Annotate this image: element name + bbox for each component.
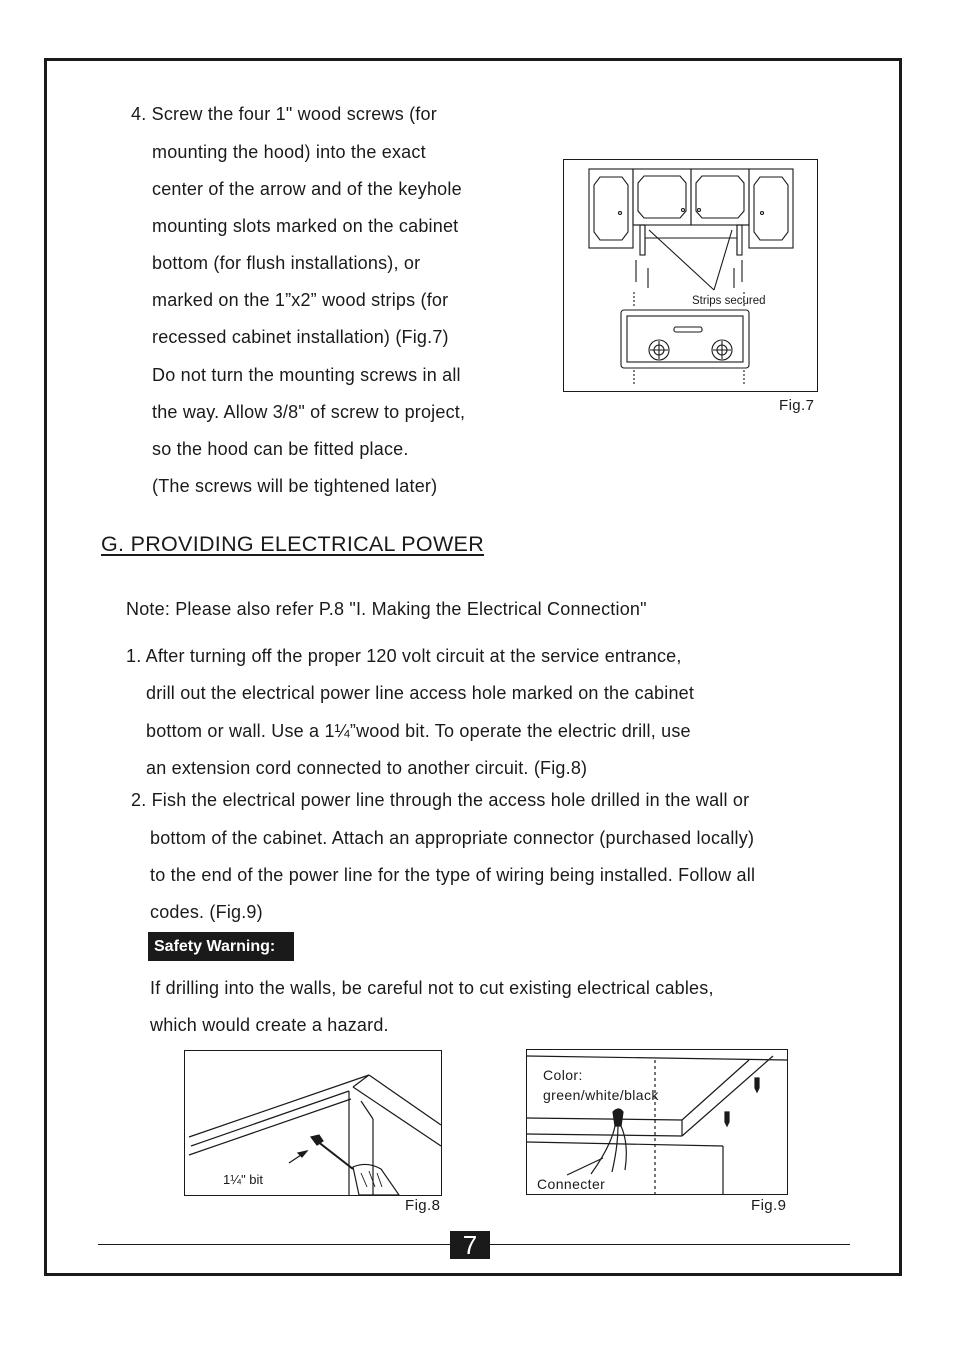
fig7-caption: Fig.7 bbox=[779, 397, 815, 414]
step1-line: bottom or wall. Use a 1¼”wood bit. To operate the electric drill, use bbox=[146, 721, 691, 741]
fig8-label: 1¼" bit bbox=[223, 1172, 264, 1187]
step4-line: mounting the hood) into the exact bbox=[152, 142, 426, 162]
step4-line: (The screws will be tightened later) bbox=[152, 476, 438, 496]
step1-line: drill out the electrical power line access hole marked on the cabinet bbox=[146, 683, 695, 703]
step4-line: recessed cabinet installation) (Fig.7) bbox=[152, 327, 449, 347]
page-number: 7 bbox=[450, 1231, 490, 1259]
step4-line: Do not turn the mounting screws in all bbox=[152, 365, 461, 385]
note-text: Note: Please also refer P.8 "I. Making the Electrical Connection" bbox=[126, 599, 647, 619]
cabinet-hood-drawing bbox=[564, 160, 817, 391]
step4-line: bottom (for flush installations), or bbox=[152, 253, 421, 273]
fig8-caption: Fig.8 bbox=[405, 1197, 441, 1214]
fig9-wire-colors-label: green/white/black bbox=[543, 1087, 659, 1103]
step4-line: the way. Allow 3/8" of screw to project, bbox=[152, 402, 466, 422]
step4-line: so the hood can be fitted place. bbox=[152, 439, 409, 459]
step2-line: to the end of the power line for the type of wiring being installed. Follow all bbox=[150, 865, 756, 885]
fig9-illustration bbox=[526, 1049, 788, 1195]
step2-line: 2. Fish the electrical power line through the access hole drilled in the wall or bbox=[131, 790, 750, 810]
fig7-label: Strips secured bbox=[692, 295, 766, 307]
fig9-caption: Fig.9 bbox=[751, 1197, 787, 1214]
step4-line: center of the arrow and of the keyhole bbox=[152, 179, 462, 199]
step4-line: mounting slots marked on the cabinet bbox=[152, 216, 459, 236]
step2-line: bottom of the cabinet. Attach an appropriate connector (purchased locally) bbox=[150, 828, 755, 848]
connector-drawing bbox=[527, 1050, 787, 1194]
drill-drawing bbox=[185, 1051, 441, 1195]
section-heading: G. PROVIDING ELECTRICAL POWER bbox=[101, 532, 485, 556]
fig8-illustration bbox=[184, 1050, 442, 1196]
step4-line: marked on the 1”x2” wood strips (for bbox=[152, 290, 449, 310]
fig7-illustration bbox=[563, 159, 818, 392]
step1-line: 1. After turning off the proper 120 volt circuit at the service entrance, bbox=[126, 646, 682, 666]
warning-line: If drilling into the walls, be careful not to cut existing electrical cables, bbox=[150, 978, 714, 998]
step2-line: codes. (Fig.9) bbox=[150, 902, 263, 922]
warning-line: which would create a hazard. bbox=[150, 1015, 389, 1035]
step4-line: 4. Screw the four 1" wood screws (for bbox=[131, 104, 437, 124]
fig9-connector-label: Connecter bbox=[537, 1176, 606, 1192]
safety-warning-badge: Safety Warning: bbox=[148, 932, 294, 961]
step1-line: an extension cord connected to another circuit. (Fig.8) bbox=[146, 758, 588, 778]
fig9-color-label: Color: bbox=[543, 1067, 583, 1083]
